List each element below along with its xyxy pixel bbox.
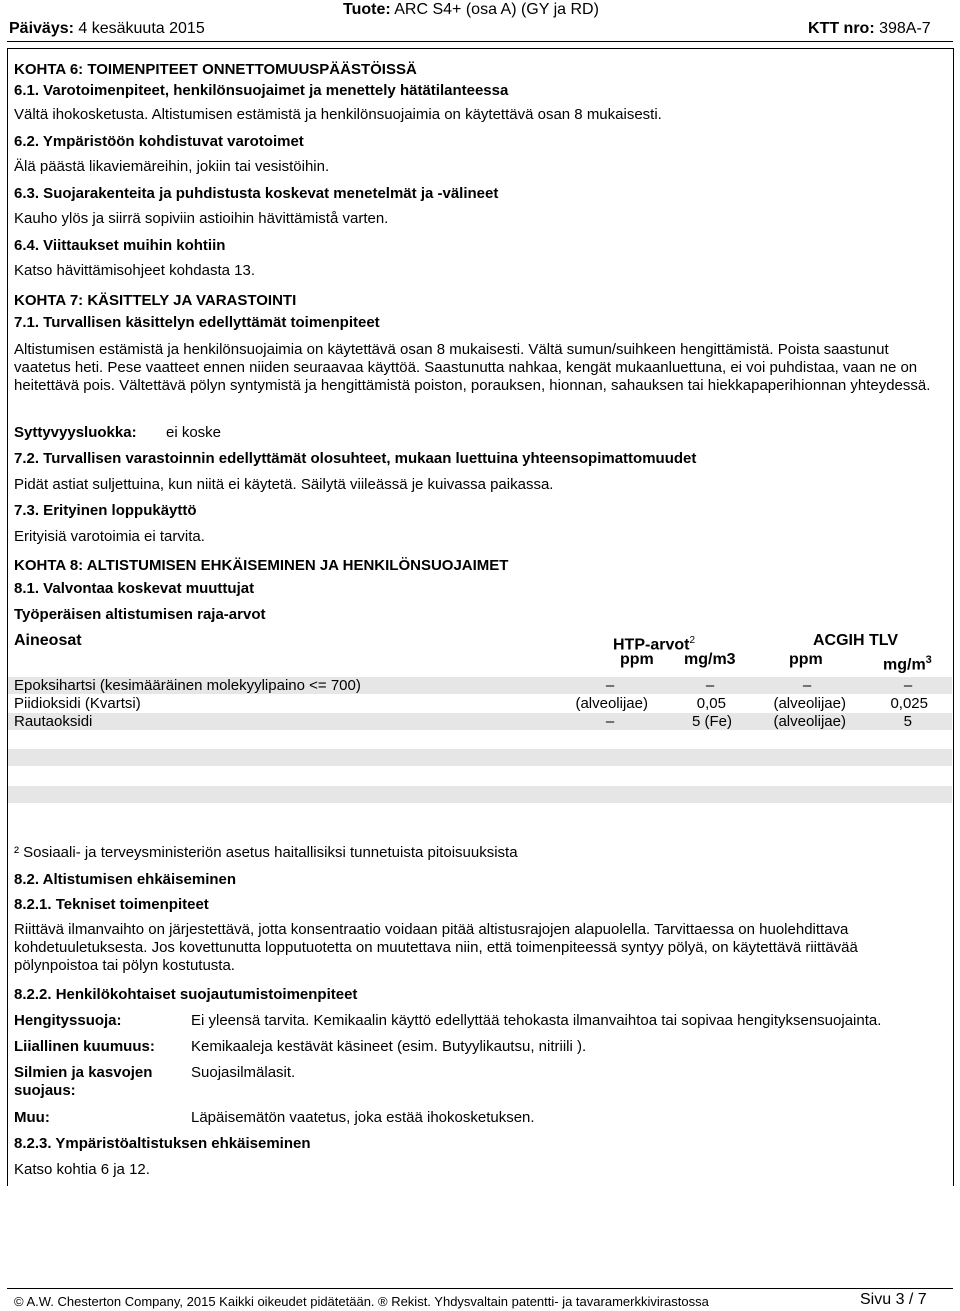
flammability-label: Syttyvyysluokka: (14, 424, 137, 441)
heading-7-1: 7.1. Turvallisen käsittelyn edellyttämät toimenpiteet (14, 314, 380, 331)
table-sub-tlv-ppm: ppm (789, 651, 823, 668)
ppe-other-label: Muu: (14, 1109, 50, 1126)
table-footnote: ² Sosiaali- ja terveysministeriön asetus haitallisiksi tunnetuista pitoisuuksista (14, 844, 518, 861)
ktt-value: 398A-7 (879, 20, 931, 37)
footer-copyright: © A.W. Chesterton Company, 2015 Kaikki oikeudet pidätetään. (14, 1294, 375, 1309)
table-row-2-htp-mg: 0,05 (696, 695, 726, 712)
text-7-1: Altistumisen estämistä ja henkilönsuojaimia on käytettävä osan 8 mukaisesti. Vältä sumun/suihkeen hengittämistä. Poista saastunut vaatetus heti. Pese vaatteet ennen niiden seuraavaa käyttöä. Saastunutta nahkaa, kengät mukaanluettuna, ei voi puhdistaa, vaan ne on heitettävä pois. Vältettävä pölyn syntymistä ja hengittämistä poiston, porauksen, hionnan, sahauksen tai hiekkapaperihionnan yhteydessä. (14, 341, 931, 394)
table-row-3-htp-ppm: – (605, 713, 615, 730)
ppe-heat-value: Kemikaaleja kestävät käsineet (esim. Butyylikautsu, nitriili ). (191, 1038, 587, 1055)
date-label: Päiväys: (9, 20, 74, 37)
text-8-2-3: Katso kohtia 6 ja 12. (14, 1161, 150, 1178)
ppe-other-value: Läpäisemätön vaatetus, joka estää ihokosketuksen. (191, 1109, 535, 1126)
table-sub-htp-mg: mg/m3 (684, 651, 736, 668)
ppe-eye-label: Silmien ja kasvojen suojaus: (14, 1064, 153, 1099)
heading-7-2: 7.2. Turvallisen varastoinnin edellyttämät olosuhteet, mukaan luettuina yhteensopimattomuudet (14, 450, 697, 467)
table-row-2-name: Piidioksidi (Kvartsi) (14, 695, 141, 712)
table-row-2-htp-ppm: (alveolijae) (575, 695, 648, 712)
heading-6-2: 6.2. Ympäristöön kohdistuvat varotoimet (14, 133, 304, 150)
date-value: 4 kesäkuuta 2015 (78, 20, 205, 37)
section-7-title: KOHTA 7: KÄSITTELY JA VARASTOINTI (14, 292, 297, 309)
ktt-label: KTT nro: (808, 20, 875, 37)
heading-8-2-2: 8.2.2. Henkilökohtaiset suojautumistoimenpiteet (14, 986, 358, 1003)
header-rule (7, 41, 953, 42)
table-sub-htp-ppm: ppm (620, 651, 654, 668)
heading-7-3: 7.3. Erityinen loppukäyttö (14, 502, 197, 519)
table-row-3-name: Rautaoksidi (14, 713, 93, 730)
footer-registered: ® Rekist. Yhdysvaltain patentti- ja tavaramerkkivirastossa (378, 1294, 709, 1309)
table-header-acgih: ACGIH TLV (813, 632, 899, 649)
table-row-3-tlv-ppm: (alveolijae) (773, 713, 846, 730)
ppe-respiratory-value: Ei yleensä tarvita. Kemikaalin käyttö edellyttää tehokasta ilmanvaihtoa tai sopivaa hengityksensuojainta. (191, 1012, 882, 1029)
heading-8-1-limits: Työperäisen altistumisen raja-arvot (14, 606, 266, 623)
footer-rule (7, 1288, 953, 1289)
heading-6-1: 6.1. Varotoimenpiteet, henkilönsuojaimet ja menettely hätätilanteessa (14, 82, 509, 99)
text-6-1: Vältä ihokosketusta. Altistumisen estämistä ja henkilönsuojaimia on käytettävä osan 8 mukaisesti. (14, 106, 662, 123)
htp-label: HTP-arvot (613, 636, 690, 654)
table-row-1-name: Epoksihartsi (kesimääräinen molekyylipaino <= 700) (14, 677, 361, 694)
table-row-2-tlv-mg: 0,025 (890, 695, 928, 712)
footer-page-number: Sivu 3 / 7 (860, 1291, 927, 1308)
table-row-2-tlv-ppm: (alveolijae) (773, 695, 846, 712)
tlv-mg-exponent: 3 (925, 654, 932, 666)
header-date (9, 20, 205, 38)
flammability-value: ei koske (166, 424, 222, 441)
table-row-1-tlv-ppm: – (802, 677, 812, 694)
text-8-2-1: Riittävä ilmanvaihto on järjestettävä, jotta konsentraatio voidaan pitää altistusrajojen alapuolella. Tarvittaessa on huolehdittava kohdetuuletuksesta. Jos kovettunutta lopputuotetta on muutettava niin, että toimenpiteessä syntyy pölyä, on käytettävä riittävää pölynpoistoa tai pölyn kostutusta. (14, 921, 858, 974)
section-8-title: KOHTA 8: ALTISTUMISEN EHKÄISEMINEN JA HENKILÖNSUOJAIMET (14, 557, 509, 574)
text-6-2: Älä päästä likaviemäreihin, jokiin tai vesistöihin. (14, 158, 330, 175)
table-row-1-htp-mg: – (705, 677, 715, 694)
table-row-1-htp-ppm: – (605, 677, 615, 694)
text-7-2: Pidät astiat suljettuina, kun niitä ei käytetä. Säilytä viileässä je kuivassa paikassa. (14, 476, 554, 493)
ppe-eye-value: Suojasilmälasit. (191, 1064, 296, 1081)
tlv-mg-label: mg/m (883, 656, 926, 674)
htp-footnote-mark: 2 (689, 635, 696, 646)
header-ktt (808, 20, 931, 38)
heading-6-3: 6.3. Suojarakenteita ja puhdistusta koskevat menetelmät ja -välineet (14, 185, 499, 202)
product-label: Tuote: (343, 1, 391, 18)
ppe-respiratory-label: Hengityssuoja: (14, 1012, 122, 1029)
heading-8-1: 8.1. Valvontaa koskevat muuttujat (14, 580, 255, 597)
table-row-shade-7 (8, 786, 952, 803)
ppe-heat-label: Liiallinen kuumuus: (14, 1038, 155, 1055)
table-row-shade-5 (8, 749, 952, 766)
text-7-3: Erityisiä varotoimia ei tarvita. (14, 528, 205, 545)
product-value: ARC S4+ (osa A) (GY ja RD) (394, 1, 599, 18)
heading-8-2-1: 8.2.1. Tekniset toimenpiteet (14, 896, 209, 913)
section-6-title: KOHTA 6: TOIMENPITEET ONNETTOMUUSPÄÄSTÖISSÄ (14, 61, 417, 78)
heading-6-4: 6.4. Viittaukset muihin kohtiin (14, 237, 226, 254)
heading-8-2-3: 8.2.3. Ympäristöaltistuksen ehkäiseminen (14, 1135, 311, 1152)
text-6-3: Kauho ylös ja siirrä sopiviin astioihin hävittämistå varten. (14, 210, 389, 227)
text-6-4: Katso hävittämisohjeet kohdasta 13. (14, 262, 255, 279)
table-header-ingredients: Aineosat (14, 632, 82, 649)
table-row-1-tlv-mg: – (903, 677, 913, 694)
table-sub-tlv-mg (883, 651, 932, 674)
table-row-3-htp-mg: 5 (Fe) (691, 713, 732, 730)
table-row-3-tlv-mg: 5 (903, 713, 912, 730)
heading-8-2: 8.2. Altistumisen ehkäiseminen (14, 871, 237, 888)
header-product (343, 1, 599, 19)
